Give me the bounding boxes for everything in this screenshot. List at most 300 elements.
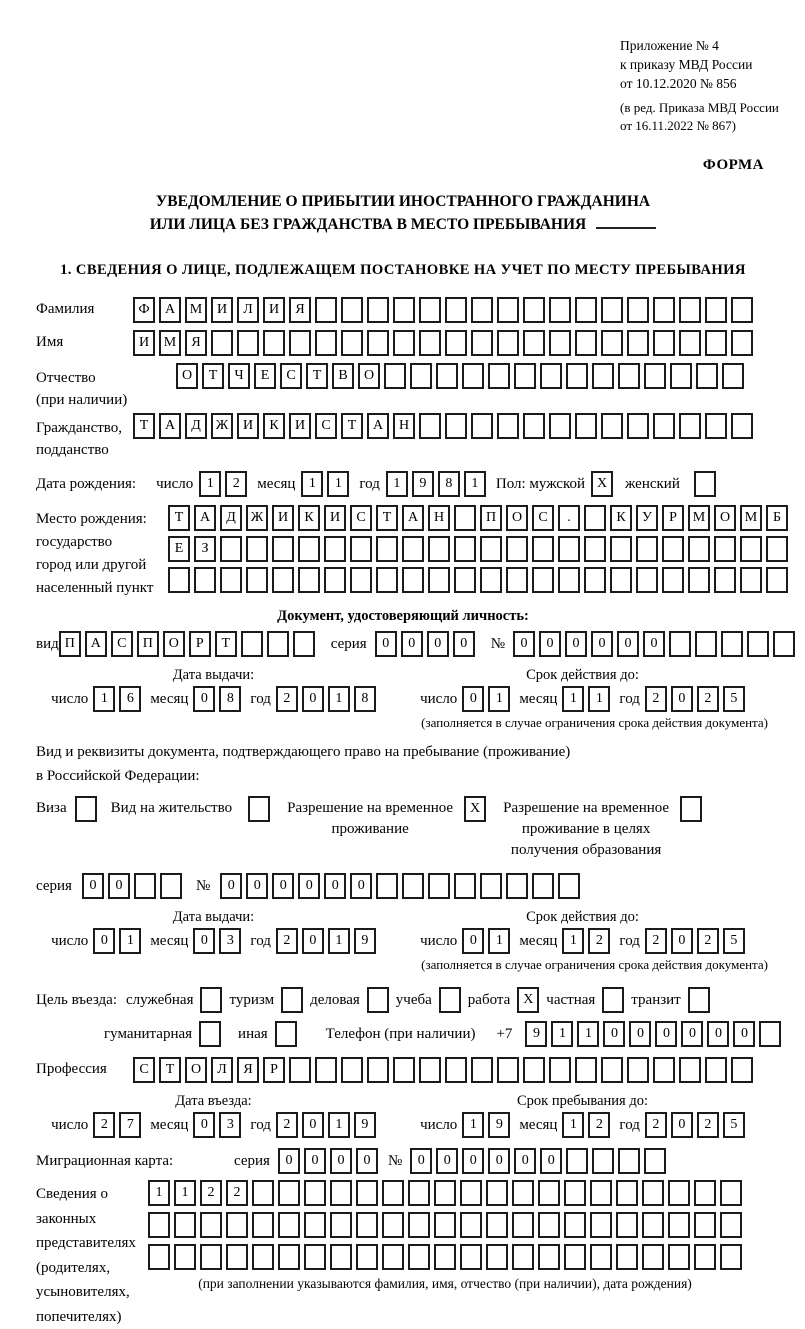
form-cell[interactable] (237, 330, 259, 356)
form-cell[interactable] (304, 1180, 326, 1206)
form-cell[interactable]: Е (168, 536, 190, 562)
form-cell[interactable]: 9 (354, 928, 376, 954)
form-cell[interactable] (679, 1057, 701, 1083)
form-cell[interactable]: С (532, 505, 554, 531)
form-cell[interactable]: 1 (386, 471, 408, 497)
form-cell[interactable] (471, 297, 493, 323)
form-cell[interactable] (454, 505, 476, 531)
form-cell[interactable] (200, 1244, 222, 1270)
form-cell[interactable] (720, 1212, 742, 1238)
form-cell[interactable]: 1 (488, 928, 510, 954)
form-cell[interactable]: 1 (119, 928, 141, 954)
form-cell[interactable]: Т (168, 505, 190, 531)
form-cell[interactable]: Т (341, 413, 363, 439)
form-cell[interactable]: 0 (401, 631, 423, 657)
form-cell[interactable] (523, 330, 545, 356)
form-cell[interactable]: 0 (707, 1021, 729, 1047)
form-cell[interactable]: 1 (93, 686, 115, 712)
form-cell[interactable]: Ф (133, 297, 155, 323)
form-cell[interactable] (486, 1212, 508, 1238)
form-cell[interactable]: X (591, 471, 613, 497)
form-cell[interactable] (731, 297, 753, 323)
form-cell[interactable] (549, 1057, 571, 1083)
form-cell[interactable] (601, 297, 623, 323)
form-cell[interactable]: К (263, 413, 285, 439)
form-cell[interactable] (408, 1244, 430, 1270)
form-cell[interactable]: 0 (540, 1148, 562, 1174)
form-cell[interactable] (636, 567, 658, 593)
form-cell[interactable] (356, 1244, 378, 1270)
form-cell[interactable]: 0 (629, 1021, 651, 1047)
form-cell[interactable] (602, 987, 624, 1013)
form-cell[interactable]: 0 (220, 873, 242, 899)
form-cell[interactable] (460, 1180, 482, 1206)
form-cell[interactable] (549, 297, 571, 323)
form-cell[interactable] (445, 413, 467, 439)
form-cell[interactable] (200, 987, 222, 1013)
form-cell[interactable] (688, 567, 710, 593)
form-cell[interactable] (246, 567, 268, 593)
form-cell[interactable] (740, 567, 762, 593)
form-cell[interactable]: 5 (723, 1112, 745, 1138)
form-cell[interactable]: 1 (462, 1112, 484, 1138)
form-cell[interactable] (367, 297, 389, 323)
form-cell[interactable] (616, 1212, 638, 1238)
form-cell[interactable] (705, 1057, 727, 1083)
form-cell[interactable]: А (402, 505, 424, 531)
form-cell[interactable] (486, 1180, 508, 1206)
form-cell[interactable] (376, 873, 398, 899)
form-cell[interactable] (160, 873, 182, 899)
form-cell[interactable] (263, 330, 285, 356)
form-cell[interactable] (575, 330, 597, 356)
form-cell[interactable]: М (159, 330, 181, 356)
form-cell[interactable] (211, 330, 233, 356)
form-cell[interactable] (668, 1244, 690, 1270)
form-cell[interactable] (662, 536, 684, 562)
form-cell[interactable] (766, 536, 788, 562)
form-cell[interactable]: 1 (328, 686, 350, 712)
form-cell[interactable]: Т (306, 363, 328, 389)
form-cell[interactable] (714, 536, 736, 562)
form-cell[interactable] (434, 1212, 456, 1238)
form-cell[interactable]: 3 (219, 1112, 241, 1138)
form-cell[interactable]: 0 (681, 1021, 703, 1047)
form-cell[interactable] (454, 873, 476, 899)
form-cell[interactable]: 9 (488, 1112, 510, 1138)
form-cell[interactable] (679, 413, 701, 439)
form-cell[interactable]: П (137, 631, 159, 657)
form-cell[interactable] (558, 536, 580, 562)
form-cell[interactable]: Р (189, 631, 211, 657)
form-cell[interactable] (272, 536, 294, 562)
form-cell[interactable] (174, 1244, 196, 1270)
form-cell[interactable] (679, 297, 701, 323)
form-cell[interactable]: У (636, 505, 658, 531)
form-cell[interactable] (148, 1212, 170, 1238)
form-cell[interactable]: 0 (302, 928, 324, 954)
form-cell[interactable] (315, 297, 337, 323)
form-cell[interactable] (558, 873, 580, 899)
form-cell[interactable]: 3 (219, 928, 241, 954)
form-cell[interactable]: 1 (301, 471, 323, 497)
form-cell[interactable]: 2 (225, 471, 247, 497)
form-cell[interactable]: Р (263, 1057, 285, 1083)
form-cell[interactable] (148, 1244, 170, 1270)
form-cell[interactable] (289, 330, 311, 356)
form-cell[interactable]: О (714, 505, 736, 531)
form-cell[interactable] (523, 297, 545, 323)
form-cell[interactable]: Ж (246, 505, 268, 531)
form-cell[interactable]: С (133, 1057, 155, 1083)
form-cell[interactable]: 1 (174, 1180, 196, 1206)
form-cell[interactable]: А (194, 505, 216, 531)
form-cell[interactable]: 0 (514, 1148, 536, 1174)
form-cell[interactable] (773, 631, 795, 657)
form-cell[interactable]: 0 (733, 1021, 755, 1047)
form-cell[interactable]: Т (133, 413, 155, 439)
form-cell[interactable] (566, 363, 588, 389)
form-cell[interactable]: И (289, 413, 311, 439)
form-cell[interactable] (298, 536, 320, 562)
form-cell[interactable] (538, 1180, 560, 1206)
form-cell[interactable]: 2 (226, 1180, 248, 1206)
form-cell[interactable] (497, 297, 519, 323)
form-cell[interactable]: 0 (302, 1112, 324, 1138)
form-cell[interactable] (220, 567, 242, 593)
form-cell[interactable] (680, 796, 702, 822)
form-cell[interactable]: 0 (603, 1021, 625, 1047)
form-cell[interactable] (506, 873, 528, 899)
form-cell[interactable] (705, 413, 727, 439)
form-cell[interactable]: 0 (272, 873, 294, 899)
form-cell[interactable]: 2 (276, 686, 298, 712)
form-cell[interactable] (278, 1212, 300, 1238)
form-cell[interactable] (679, 330, 701, 356)
form-cell[interactable] (460, 1212, 482, 1238)
form-cell[interactable] (721, 631, 743, 657)
form-cell[interactable]: 2 (276, 928, 298, 954)
form-cell[interactable] (575, 297, 597, 323)
form-cell[interactable] (759, 1021, 781, 1047)
form-cell[interactable] (252, 1212, 274, 1238)
form-cell[interactable] (75, 796, 97, 822)
form-cell[interactable]: Р (662, 505, 684, 531)
form-cell[interactable]: 0 (356, 1148, 378, 1174)
form-cell[interactable]: З (194, 536, 216, 562)
form-cell[interactable] (497, 1057, 519, 1083)
form-cell[interactable]: 0 (671, 1112, 693, 1138)
form-cell[interactable] (584, 536, 606, 562)
form-cell[interactable]: Н (428, 505, 450, 531)
form-cell[interactable]: С (111, 631, 133, 657)
form-cell[interactable]: С (280, 363, 302, 389)
form-cell[interactable]: 2 (697, 1112, 719, 1138)
form-cell[interactable] (304, 1244, 326, 1270)
form-cell[interactable]: 0 (410, 1148, 432, 1174)
form-cell[interactable] (488, 363, 510, 389)
form-cell[interactable] (575, 413, 597, 439)
form-cell[interactable] (471, 330, 493, 356)
form-cell[interactable]: Ж (211, 413, 233, 439)
form-cell[interactable]: X (517, 987, 539, 1013)
form-cell[interactable] (428, 873, 450, 899)
form-cell[interactable] (199, 1021, 221, 1047)
form-cell[interactable] (627, 297, 649, 323)
form-cell[interactable]: С (315, 413, 337, 439)
form-cell[interactable]: В (332, 363, 354, 389)
form-cell[interactable]: 0 (193, 686, 215, 712)
form-cell[interactable]: Н (393, 413, 415, 439)
form-cell[interactable]: 0 (108, 873, 130, 899)
form-cell[interactable] (272, 567, 294, 593)
form-cell[interactable] (714, 567, 736, 593)
form-cell[interactable] (642, 1244, 664, 1270)
form-cell[interactable] (532, 536, 554, 562)
form-cell[interactable]: 0 (246, 873, 268, 899)
form-cell[interactable] (627, 413, 649, 439)
form-cell[interactable] (419, 413, 441, 439)
form-cell[interactable]: 0 (462, 686, 484, 712)
form-cell[interactable]: 0 (671, 928, 693, 954)
form-cell[interactable] (731, 1057, 753, 1083)
form-cell[interactable] (705, 297, 727, 323)
form-cell[interactable]: И (211, 297, 233, 323)
form-cell[interactable]: 0 (453, 631, 475, 657)
form-cell[interactable] (480, 536, 502, 562)
form-cell[interactable]: 1 (562, 928, 584, 954)
form-cell[interactable] (419, 330, 441, 356)
form-cell[interactable] (341, 1057, 363, 1083)
form-cell[interactable]: О (176, 363, 198, 389)
form-cell[interactable] (644, 363, 666, 389)
form-cell[interactable]: Я (237, 1057, 259, 1083)
form-cell[interactable] (367, 330, 389, 356)
form-cell[interactable]: Ч (228, 363, 250, 389)
form-cell[interactable] (330, 1180, 352, 1206)
form-cell[interactable] (454, 567, 476, 593)
form-cell[interactable] (252, 1244, 274, 1270)
form-cell[interactable] (601, 413, 623, 439)
form-cell[interactable] (384, 363, 406, 389)
form-cell[interactable] (241, 631, 263, 657)
form-cell[interactable] (694, 1212, 716, 1238)
form-cell[interactable]: К (298, 505, 320, 531)
form-cell[interactable]: 0 (193, 1112, 215, 1138)
form-cell[interactable]: 1 (551, 1021, 573, 1047)
form-cell[interactable]: 2 (697, 928, 719, 954)
form-cell[interactable] (497, 330, 519, 356)
form-cell[interactable]: Т (159, 1057, 181, 1083)
form-cell[interactable]: 0 (513, 631, 535, 657)
form-cell[interactable]: 1 (328, 1112, 350, 1138)
form-cell[interactable] (720, 1244, 742, 1270)
form-cell[interactable]: И (324, 505, 346, 531)
form-cell[interactable] (393, 330, 415, 356)
form-cell[interactable] (486, 1244, 508, 1270)
form-cell[interactable] (512, 1180, 534, 1206)
form-cell[interactable]: 0 (350, 873, 372, 899)
form-cell[interactable]: 1 (148, 1180, 170, 1206)
form-cell[interactable] (694, 1180, 716, 1206)
form-cell[interactable] (584, 505, 606, 531)
form-cell[interactable]: О (163, 631, 185, 657)
form-cell[interactable]: Т (376, 505, 398, 531)
form-cell[interactable]: 8 (438, 471, 460, 497)
form-cell[interactable]: 0 (302, 686, 324, 712)
form-cell[interactable]: И (263, 297, 285, 323)
form-cell[interactable]: . (558, 505, 580, 531)
form-cell[interactable] (653, 1057, 675, 1083)
form-cell[interactable] (590, 1180, 612, 1206)
form-cell[interactable]: Д (220, 505, 242, 531)
form-cell[interactable] (200, 1212, 222, 1238)
form-cell[interactable]: 1 (464, 471, 486, 497)
form-cell[interactable]: А (159, 297, 181, 323)
form-cell[interactable] (267, 631, 289, 657)
form-cell[interactable]: 1 (199, 471, 221, 497)
form-cell[interactable]: 1 (488, 686, 510, 712)
form-cell[interactable] (668, 1212, 690, 1238)
form-cell[interactable]: 0 (330, 1148, 352, 1174)
form-cell[interactable] (289, 1057, 311, 1083)
form-cell[interactable] (601, 330, 623, 356)
form-cell[interactable]: А (367, 413, 389, 439)
form-cell[interactable] (590, 1212, 612, 1238)
form-cell[interactable]: А (85, 631, 107, 657)
form-cell[interactable] (445, 297, 467, 323)
form-cell[interactable] (695, 631, 717, 657)
form-cell[interactable] (601, 1057, 623, 1083)
form-cell[interactable] (382, 1180, 404, 1206)
form-cell[interactable] (410, 363, 432, 389)
form-cell[interactable] (688, 987, 710, 1013)
form-cell[interactable] (436, 363, 458, 389)
form-cell[interactable] (367, 987, 389, 1013)
form-cell[interactable] (696, 363, 718, 389)
form-cell[interactable] (252, 1180, 274, 1206)
form-cell[interactable] (644, 1148, 666, 1174)
form-cell[interactable] (627, 1057, 649, 1083)
form-cell[interactable] (324, 567, 346, 593)
form-cell[interactable] (506, 567, 528, 593)
form-cell[interactable] (246, 536, 268, 562)
form-cell[interactable] (694, 1244, 716, 1270)
form-cell[interactable] (566, 1148, 588, 1174)
form-cell[interactable] (747, 631, 769, 657)
form-cell[interactable]: 2 (645, 1112, 667, 1138)
form-cell[interactable] (298, 567, 320, 593)
form-cell[interactable] (618, 1148, 640, 1174)
form-cell[interactable] (616, 1180, 638, 1206)
form-cell[interactable] (618, 363, 640, 389)
form-cell[interactable]: 8 (354, 686, 376, 712)
form-cell[interactable] (514, 363, 536, 389)
form-cell[interactable] (356, 1212, 378, 1238)
form-cell[interactable] (330, 1244, 352, 1270)
form-cell[interactable]: 2 (588, 928, 610, 954)
form-cell[interactable]: О (506, 505, 528, 531)
form-cell[interactable]: К (610, 505, 632, 531)
form-cell[interactable]: X (464, 796, 486, 822)
form-cell[interactable]: 9 (525, 1021, 547, 1047)
form-cell[interactable] (653, 297, 675, 323)
form-cell[interactable] (445, 330, 467, 356)
form-cell[interactable]: 0 (93, 928, 115, 954)
form-cell[interactable] (592, 1148, 614, 1174)
form-cell[interactable]: Я (289, 297, 311, 323)
form-cell[interactable]: 7 (119, 1112, 141, 1138)
form-cell[interactable] (462, 363, 484, 389)
form-cell[interactable]: 2 (645, 928, 667, 954)
form-cell[interactable] (226, 1244, 248, 1270)
form-cell[interactable] (497, 413, 519, 439)
form-cell[interactable]: 0 (427, 631, 449, 657)
form-cell[interactable]: Т (215, 631, 237, 657)
form-cell[interactable] (350, 536, 372, 562)
form-cell[interactable]: М (688, 505, 710, 531)
form-cell[interactable] (393, 1057, 415, 1083)
form-cell[interactable]: 2 (697, 686, 719, 712)
form-cell[interactable]: О (185, 1057, 207, 1083)
form-cell[interactable]: О (358, 363, 380, 389)
form-cell[interactable] (281, 987, 303, 1013)
form-cell[interactable] (549, 413, 571, 439)
form-cell[interactable] (419, 1057, 441, 1083)
form-cell[interactable] (324, 536, 346, 562)
form-cell[interactable] (428, 536, 450, 562)
form-cell[interactable] (731, 330, 753, 356)
form-cell[interactable]: 2 (276, 1112, 298, 1138)
form-cell[interactable] (471, 1057, 493, 1083)
form-cell[interactable]: 0 (671, 686, 693, 712)
form-cell[interactable] (419, 297, 441, 323)
form-cell[interactable] (512, 1244, 534, 1270)
form-cell[interactable]: И (272, 505, 294, 531)
form-cell[interactable] (616, 1244, 638, 1270)
form-cell[interactable]: 0 (193, 928, 215, 954)
form-cell[interactable]: 1 (588, 686, 610, 712)
form-cell[interactable]: М (185, 297, 207, 323)
form-cell[interactable] (610, 536, 632, 562)
form-cell[interactable]: 0 (304, 1148, 326, 1174)
form-cell[interactable] (670, 363, 692, 389)
form-cell[interactable]: 0 (655, 1021, 677, 1047)
form-cell[interactable] (610, 567, 632, 593)
form-cell[interactable] (480, 873, 502, 899)
form-cell[interactable]: С (350, 505, 372, 531)
form-cell[interactable]: 0 (278, 1148, 300, 1174)
form-cell[interactable]: 1 (562, 686, 584, 712)
form-cell[interactable]: 0 (462, 1148, 484, 1174)
form-cell[interactable]: 0 (436, 1148, 458, 1174)
form-cell[interactable] (408, 1180, 430, 1206)
form-cell[interactable]: 5 (723, 928, 745, 954)
form-cell[interactable]: П (59, 631, 81, 657)
form-cell[interactable] (627, 330, 649, 356)
form-cell[interactable] (434, 1244, 456, 1270)
form-cell[interactable] (523, 413, 545, 439)
form-cell[interactable]: 1 (562, 1112, 584, 1138)
form-cell[interactable] (506, 536, 528, 562)
form-cell[interactable]: 0 (617, 631, 639, 657)
form-cell[interactable]: 0 (565, 631, 587, 657)
form-cell[interactable] (278, 1180, 300, 1206)
form-cell[interactable] (538, 1212, 560, 1238)
form-cell[interactable] (356, 1180, 378, 1206)
form-cell[interactable] (564, 1244, 586, 1270)
form-cell[interactable] (564, 1180, 586, 1206)
